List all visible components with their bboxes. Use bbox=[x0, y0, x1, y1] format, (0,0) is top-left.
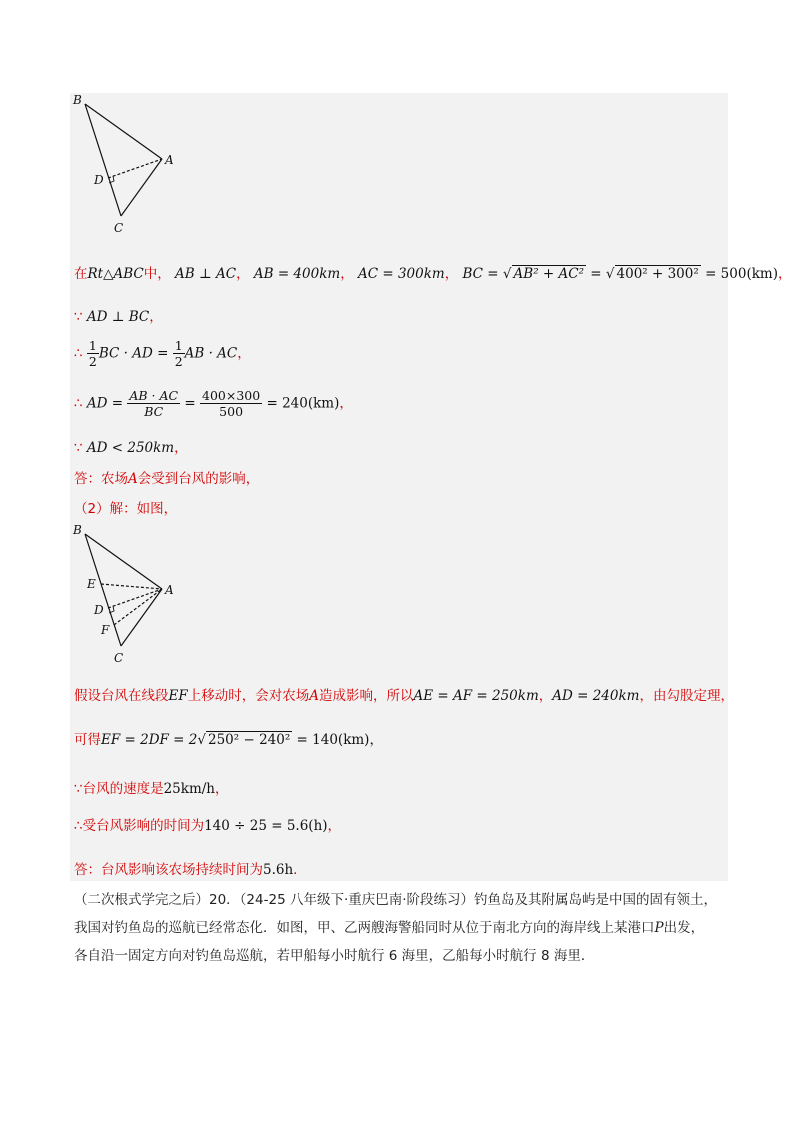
fig2-label-e: E bbox=[87, 577, 96, 591]
fig2-label-d: D bbox=[94, 603, 104, 617]
sol2-heading: （2）解：如图， bbox=[74, 501, 178, 517]
triangle-figure-1 bbox=[68, 92, 188, 238]
fig2-label-a: A bbox=[165, 583, 174, 597]
sol2-line-3: 可得EF = 2DF = 2√ 250² − 240² = 140(km)， bbox=[74, 732, 383, 748]
fig1-label-b: B bbox=[73, 93, 82, 107]
fig1-label-d: D bbox=[94, 173, 104, 187]
fig2-label-b: B bbox=[73, 523, 82, 537]
sol1-line-2: ∵ AD ⊥ BC， bbox=[74, 309, 163, 325]
sol1-line-4: ∴ AD = $\frac{AB \cdot AC}{BC}$ = $\frac{400\times 300}{500}$ = 240(km)， bbox=[74, 388, 353, 419]
sol1-line-1: 在Rt△ABC中， AB ⊥ AC， AB = 400km， AC = 300km， BC = √ AB² + AC² = √ 400² + 300² = 500(km)， bbox=[74, 266, 792, 282]
fig2-label-c: C bbox=[114, 651, 124, 665]
sol1-answer: 答：农场A会受到台风的影响， bbox=[74, 471, 260, 487]
fig2-label-f: F bbox=[101, 623, 110, 637]
sol2-answer: 答：台风影响该农场持续时间为5.6h. bbox=[74, 862, 298, 878]
problem-20-line-2: 我国对钓鱼岛的巡航已经常态化．如图，甲、乙两艘海警船同时从位于南北方向的海岸线上某港口P出发， bbox=[74, 920, 705, 936]
sol1-line-5: ∵ AD < 250km， bbox=[74, 440, 188, 456]
sol2-line-4: ∵台风的速度是25km/h， bbox=[74, 781, 229, 797]
problem-20-line-3: 各自沿一固定方向对钓鱼岛巡航，若甲船每小时航行 6 海里，乙船每小时航行 8 海里． bbox=[74, 948, 595, 964]
fig1-label-c: C bbox=[114, 221, 124, 235]
problem-20 bbox=[74, 886, 734, 970]
sol2-line-2: 假设台风在线段EF上移动时，会对农场A造成影响，所以AE = AF = 250km，AD = 240km，由勾股定理， bbox=[74, 688, 734, 704]
fig1-label-a: A bbox=[165, 153, 174, 167]
sol2-line-5: ∴受台风影响的时间为140 ÷ 25 = 5.6(h)， bbox=[74, 818, 342, 834]
sol1-line-3: ∴ $\frac{1}{2}$ BC · AD = $\frac{1}{2}$ AB · AC， bbox=[74, 338, 251, 369]
triangle-figure-2 bbox=[68, 522, 188, 668]
problem-20-line-1: （二次根式学完之后）20．（24-25 八年级下·重庆巴南·阶段练习）钓鱼岛及其附属岛屿是中国的固有领土， bbox=[74, 892, 718, 908]
